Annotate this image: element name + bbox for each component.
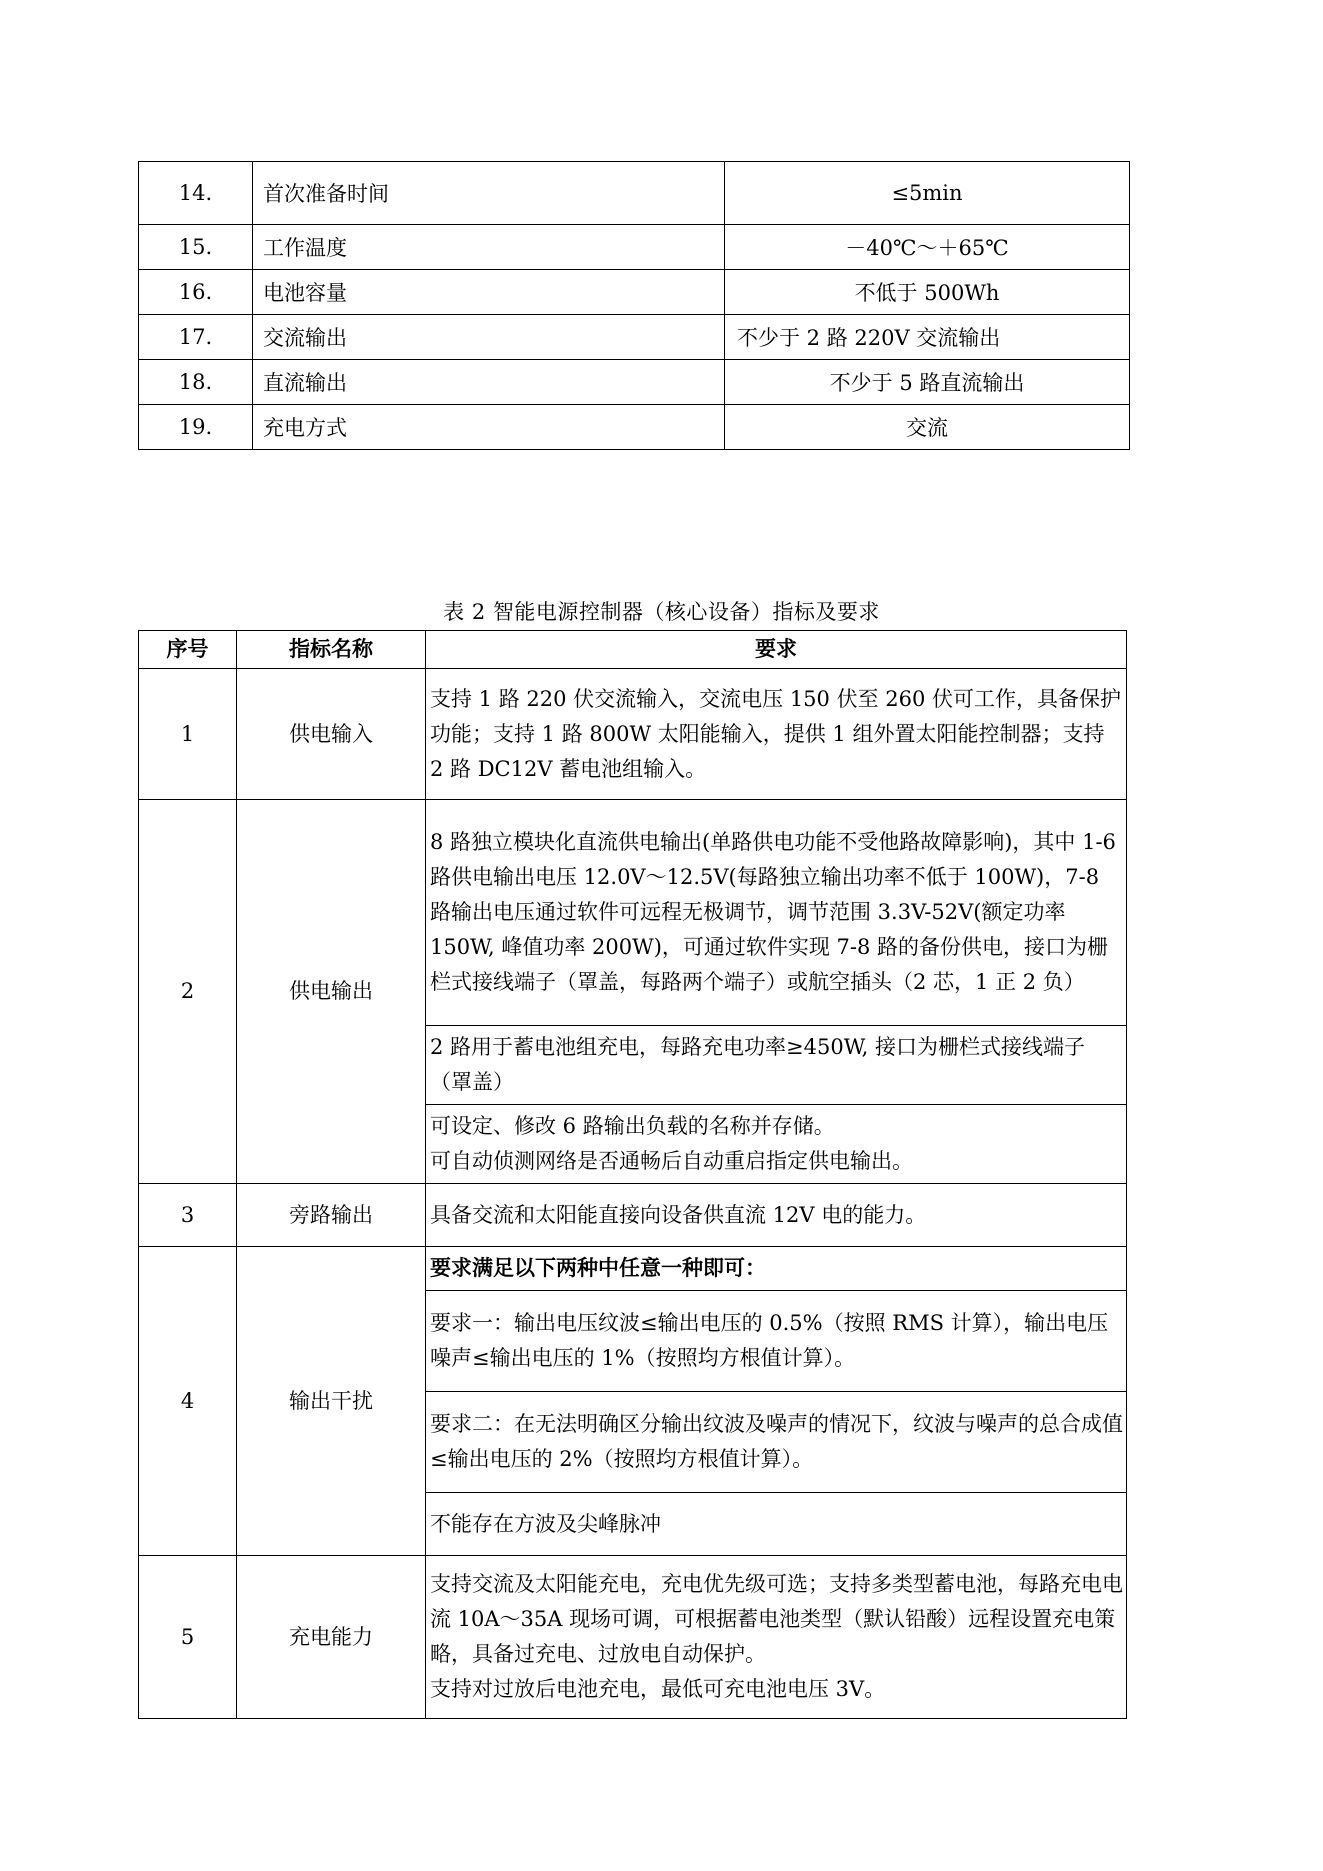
- requirement-cell: [426, 1026, 1127, 1105]
- item-name: 交流输出: [253, 315, 725, 360]
- table-row: [139, 162, 1130, 225]
- item-name: 充电方式: [253, 405, 725, 450]
- requirement-text: 具备交流和太阳能直接向设备供直流 12V 电的能力。: [430, 1202, 927, 1227]
- item-value: 不少于 5 路直流输出: [725, 360, 1130, 405]
- requirement-cell: [426, 800, 1127, 1026]
- requirement-text: 要求二：在无法明确区分输出纹波及噪声的情况下，纹波与噪声的总合成值≤输出电压的 2%（按照均方根值计算）。: [430, 1412, 1123, 1471]
- spec-table-1: [138, 161, 1130, 450]
- item-name: 直流输出: [253, 360, 725, 405]
- row-number: 15.: [139, 225, 253, 270]
- spec-table-2: [138, 630, 1127, 1719]
- table-row: [139, 225, 1130, 270]
- item-value: 不少于 2 路 220V 交流输出: [725, 315, 1130, 360]
- requirement-heading: 要求满足以下两种中任意一种即可：: [426, 1247, 1127, 1291]
- header-number: 序号: [139, 631, 237, 669]
- row-number: 17.: [139, 315, 253, 360]
- item-name: 输出干扰: [237, 1247, 426, 1556]
- item-value: 不低于 500Wh: [725, 270, 1130, 315]
- requirement-text: 不能存在方波及尖峰脉冲: [430, 1511, 661, 1536]
- item-name: 充电能力: [237, 1556, 426, 1719]
- header-row: [139, 631, 1127, 669]
- requirement-text: 支持交流及太阳能充电，充电优先级可选；支持多类型蓄电池，每路充电电流 10A～35A 现场可调，可根据蓄电池类型（默认铅酸）远程设置充电策略，具备过充电、过放电自动保护。: [430, 1572, 1123, 1666]
- row-number: 14.: [139, 162, 253, 225]
- table-row: [139, 1247, 1127, 1291]
- table-row: [139, 360, 1130, 405]
- row-number: 1: [139, 669, 237, 800]
- requirement-cell: [426, 1105, 1127, 1184]
- requirement-cell: [426, 1556, 1127, 1719]
- item-name: 供电输出: [237, 800, 426, 1184]
- item-name: 工作温度: [253, 225, 725, 270]
- requirement-cell: [426, 1493, 1127, 1556]
- requirement-cell: [426, 1392, 1127, 1493]
- row-number: 2: [139, 800, 237, 1184]
- row-number: 18.: [139, 360, 253, 405]
- table-row: [139, 270, 1130, 315]
- item-value: ≤5min: [725, 162, 1130, 225]
- row-number: 4: [139, 1247, 237, 1556]
- row-number: 16.: [139, 270, 253, 315]
- table-row: [139, 405, 1130, 450]
- table-caption: 表 2 智能电源控制器（核心设备）指标及要求: [443, 600, 880, 624]
- requirement-text: 要求一：输出电压纹波≤输出电压的 0.5%（按照 RMS 计算），输出电压噪声≤输出电压的 1%（按照均方根值计算）。: [430, 1311, 1109, 1370]
- item-name: 首次准备时间: [253, 162, 725, 225]
- requirement-text: 支持对过放后电池充电，最低可充电池电压 3V。: [430, 1677, 886, 1701]
- header-requirement: 要求: [426, 631, 1127, 669]
- table-row: [139, 315, 1130, 360]
- requirement-cell: [426, 669, 1127, 800]
- row-number: 3: [139, 1184, 237, 1247]
- requirement-text: 8 路独立模块化直流供电输出(单路供电功能不受他路故障影响)，其中 1-6 路供电输出电压 12.0V～12.5V(每路独立输出功率不低于 100W)，7-8 路输出电压通过软件可远程无极调节，调节范围 3.3V-52V(额定功率 150W, 峰值功率 200W)，可通过软件实现 7-8 路的备份供电，接口为栅栏式接线端子（罩盖，每路两个端子）或航空插头（2 芯，1 正 2 负）: [430, 830, 1116, 994]
- table-row: [139, 1184, 1127, 1247]
- item-value: －40℃～＋65℃: [725, 225, 1130, 270]
- row-number: 19.: [139, 405, 253, 450]
- table-row: [139, 669, 1127, 800]
- item-name: 旁路输出: [237, 1184, 426, 1247]
- header-name: 指标名称: [237, 631, 426, 669]
- requirement-cell: [426, 1184, 1127, 1247]
- requirement-text: 可自动侦测网络是否通畅后自动重启指定供电输出。: [430, 1149, 913, 1173]
- table-row: [139, 800, 1127, 1026]
- requirement-text: 2 路用于蓄电池组充电，每路充电功率≥450W, 接口为栅栏式接线端子（罩盖）: [430, 1035, 1085, 1094]
- requirement-cell: [426, 1291, 1127, 1392]
- item-name: 电池容量: [253, 270, 725, 315]
- item-value: 交流: [725, 405, 1130, 450]
- requirement-text: 支持 1 路 220 伏交流输入，交流电压 150 伏至 260 伏可工作，具备保护功能；支持 1 路 800W 太阳能输入，提供 1 组外置太阳能控制器；支持 2 路 DC12V 蓄电池组输入。: [430, 686, 1122, 781]
- requirement-text: 可设定、修改 6 路输出负载的名称并存储。: [430, 1114, 835, 1138]
- table-row: [139, 1556, 1127, 1719]
- item-name: 供电输入: [237, 669, 426, 800]
- row-number: 5: [139, 1556, 237, 1719]
